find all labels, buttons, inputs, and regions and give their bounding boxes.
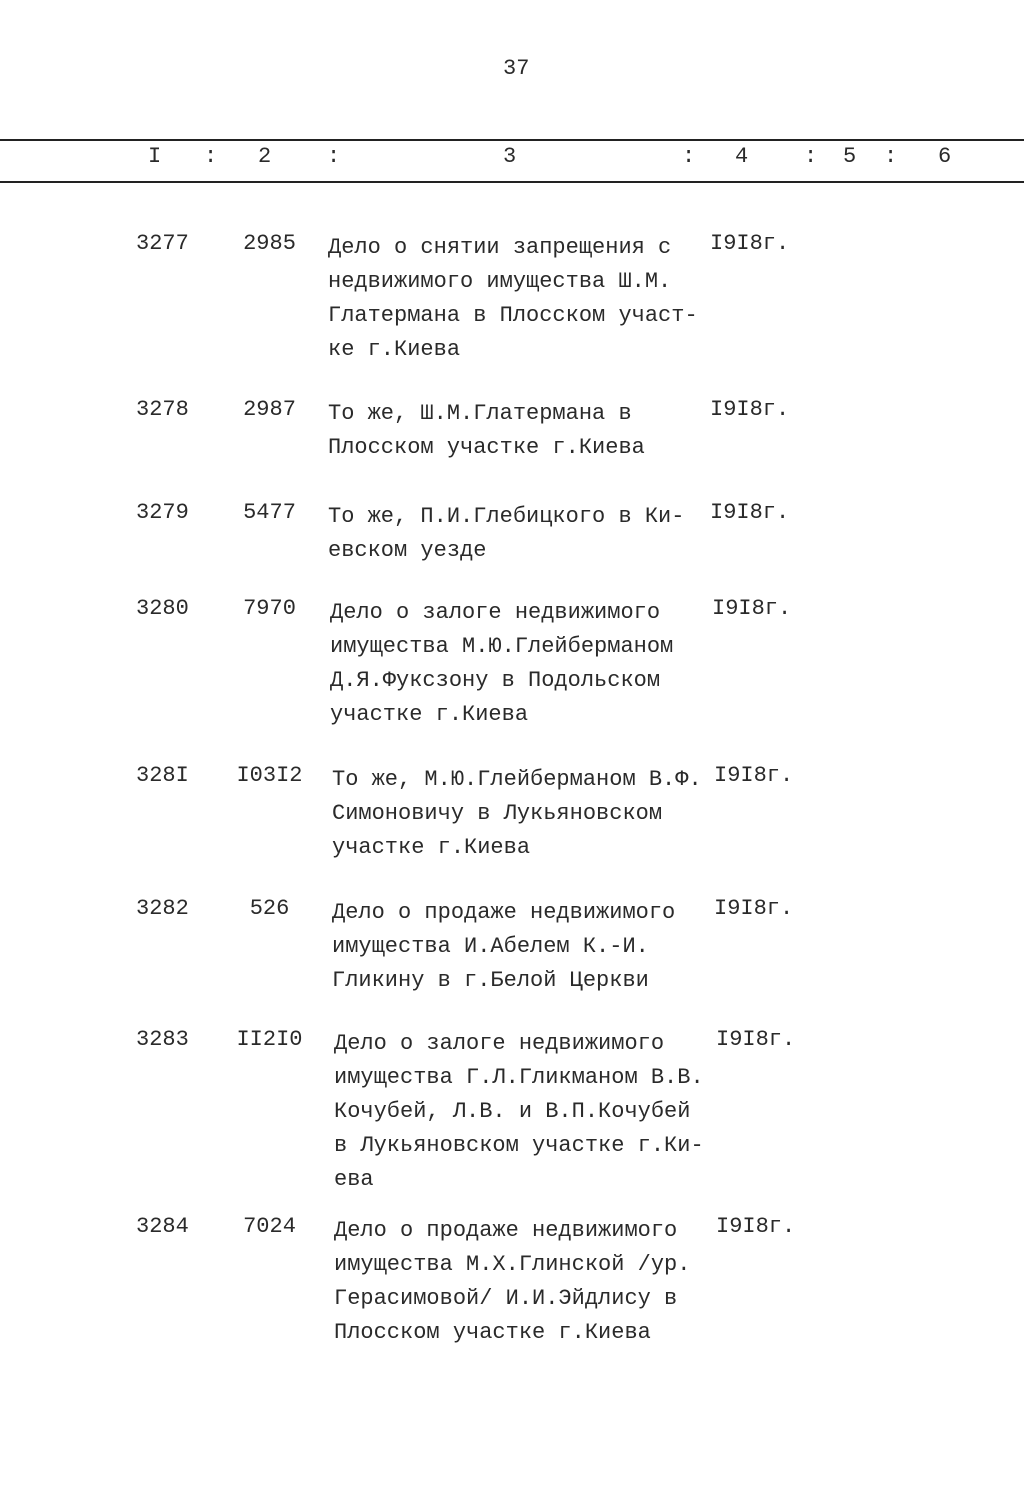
entry-number: 3278 — [136, 397, 189, 422]
entry-number: 3279 — [136, 500, 189, 525]
description-line: Д.Я.Фуксзону в Подольском — [330, 668, 661, 693]
description-line: Дело о продаже недвижимого — [334, 1218, 678, 1243]
entry-number: 3283 — [136, 1027, 189, 1052]
description-line: Гликину в г.Белой Церкви — [332, 968, 649, 993]
entry-year: I9I8г. — [712, 596, 792, 621]
entry-description — [332, 763, 702, 865]
entry-description — [332, 896, 675, 998]
entry-number: 328I — [136, 763, 189, 788]
entry-old-number: II2I0 — [236, 1027, 303, 1052]
entry-old-number: 2985 — [243, 231, 296, 256]
entry-number: 3277 — [136, 231, 189, 256]
column-separator: : — [884, 144, 898, 169]
description-line: недвижимого имущества Ш.М. — [328, 269, 672, 294]
column-separator: : — [804, 144, 818, 169]
column-header-5: 5 — [843, 144, 857, 169]
entry-description — [330, 596, 673, 732]
column-header-3: 3 — [503, 144, 517, 169]
description-line: То же, М.Ю.Глейберманом В.Ф. — [332, 767, 702, 792]
entry-old-number: I03I2 — [236, 763, 303, 788]
entry-old-number: 5477 — [243, 500, 296, 525]
description-line: Симоновичу в Лукьяновском — [332, 801, 663, 826]
entry-number: 3280 — [136, 596, 189, 621]
column-header-2: 2 — [258, 144, 272, 169]
description-line: евском уезде — [328, 538, 487, 563]
description-line: То же, Ш.М.Глатермана в — [328, 401, 632, 426]
entry-year: I9I8г. — [710, 397, 790, 422]
entry-old-number: 2987 — [243, 397, 296, 422]
description-line: Глатермана в Плосском участ- — [328, 303, 698, 328]
page-number: 37 — [503, 56, 530, 81]
description-line: ке г.Киева — [328, 337, 461, 362]
description-line: ева — [334, 1167, 374, 1192]
entry-old-number: 7970 — [243, 596, 296, 621]
column-header-6: 6 — [938, 144, 952, 169]
column-separator: : — [327, 144, 341, 169]
entry-year: I9I8г. — [716, 1214, 796, 1239]
entry-old-number: 526 — [249, 896, 290, 921]
entry-old-number: 7024 — [243, 1214, 296, 1239]
description-line: участке г.Киева — [332, 835, 531, 860]
entry-number: 3282 — [136, 896, 189, 921]
description-line: Дело о продаже недвижимого — [332, 900, 676, 925]
column-separator: : — [204, 144, 218, 169]
description-line: Дело о залоге недвижимого — [330, 600, 661, 625]
description-line: имущества М.Х.Глинской /ур. — [334, 1252, 691, 1277]
description-line: Плосском участке г.Киева — [328, 435, 645, 460]
entry-year: I9I8г. — [714, 896, 794, 921]
entry-year: I9I8г. — [710, 231, 790, 256]
column-separator: : — [682, 144, 696, 169]
entry-description — [328, 397, 645, 465]
entry-year: I9I8г. — [710, 500, 790, 525]
entry-year: I9I8г. — [716, 1027, 796, 1052]
header-top-rule — [0, 139, 1024, 141]
description-line: имущества М.Ю.Глейберманом — [330, 634, 674, 659]
header-bottom-rule — [0, 181, 1024, 183]
column-header-1: I — [148, 144, 162, 169]
description-line: в Лукьяновском участке г.Ки- — [334, 1133, 704, 1158]
entry-number: 3284 — [136, 1214, 189, 1239]
description-line: имущества Г.Л.Гликманом В.В. — [334, 1065, 704, 1090]
description-line: имущества И.Абелем К.-И. — [332, 934, 649, 959]
entry-description — [328, 500, 684, 568]
description-line: Плосском участке г.Киева — [334, 1320, 651, 1345]
description-line: Герасимовой/ И.И.Эйдлису в — [334, 1286, 678, 1311]
entry-description — [334, 1214, 690, 1350]
description-line: участке г.Киева — [330, 702, 529, 727]
description-line: Дело о снятии запрещения с — [328, 235, 672, 260]
column-header-4: 4 — [735, 144, 749, 169]
entry-year: I9I8г. — [714, 763, 794, 788]
entry-description — [328, 231, 698, 367]
description-line: То же, П.И.Глебицкого в Ки- — [328, 504, 685, 529]
description-line: Кочубей, Л.В. и В.П.Кочубей — [334, 1099, 691, 1124]
entry-description — [334, 1027, 704, 1197]
description-line: Дело о залоге недвижимого — [334, 1031, 665, 1056]
